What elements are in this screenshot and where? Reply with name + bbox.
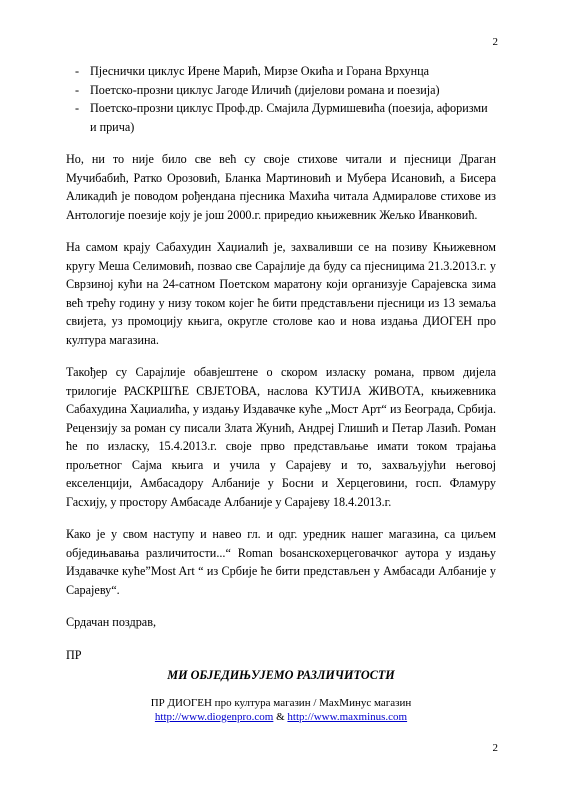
page-number-top: 2 (492, 36, 498, 48)
bullet-item: - Поетско-прозни циклус Проф.др. Смајила Дурмишевића (поезија, афоризми и прича) (66, 99, 496, 136)
paragraph-readers: Но, ни то није било све већ су своје стихове читали и пјесници Драган Мучибабић, Ратко Орозовић, Бланка Мартиновић и Мубера Исановић, а Бисера Аликадић је поводом рођендана пјесника Махића читала Адмиралове стихове из Антологије поезије коју је још 2000.г. приредио књижевник Жељко Иванковић. (66, 152, 496, 222)
paragraph-novel: Такођер су Сарајлије обавјештене о скором изласку романа, првом дијела трилогије РАСКРШЋЕ СВЈЕТОВА, наслова КУТИЈА ЖИВОТА, књижевника Сабахудина Хаџиалића, у издању Издавачке куће „Мост Арт“ из Београда, Србија. Рецензију за роман су писали Злата Жунић, Андреј Глишић и Петар Лазић. Роман ће по изласку, 15.4.2013.г. своје прво представљање имати током трајања прољетног Сајма књига и учила у Сарајеву и то, захваљујући његовој екселенцији, Амбасадору Албаније у Босни и Херцеговини, госп. Фламуру Гасхију, у простору Амбасаде Албаније у Сарајеву 18.4.2013.г. (66, 365, 496, 509)
diogen-link[interactable]: http://www.diogenpro.com (154, 710, 274, 723)
maxminus-link[interactable]: http://www.maxminus.com (287, 710, 408, 723)
document-body (66, 62, 496, 724)
signature: ПР (66, 647, 82, 662)
page-number-bottom: 2 (492, 742, 498, 754)
bullet-item: - Поетско-прозни циклус Јагоде Иличић (дијелови романа и поезија) (66, 81, 496, 100)
greeting: Срдачан поздрав, (66, 615, 157, 629)
link-separator: & (273, 710, 288, 723)
footer-links (66, 710, 496, 724)
footer (66, 696, 496, 724)
paragraph-marathon: На самом крају Сабахудин Хаџиалић је, захваливши се на позиву Књижевном кругу Меша Селимовић, позвао све Сарајлије да буду са пјесницима 21.3.2013.г. у Сврзиној кући на 24-сатном Поетском маратону који организује Сарајевска зима већ трећу годину у низу током којег ће бити представљени пјесници из 13 земаља свијета, уз промоцију књига, округле столове као и нова издања ДИОГЕН про култура магазина. (66, 240, 496, 347)
bullet-list (66, 62, 496, 136)
bullet-item: - Пјеснички циклус Ирене Марић, Мирзе Окића и Горана Врхунца (66, 62, 496, 81)
paragraph-editor: Како је у свом наступу и навео гл. и одг. уредник нашег магазина, са циљем обједињавања различитости...“ Roman bosанскохерцеговачког аутора у издању Издавачке куће”Most Art “ из Србије ће бити представљен у Амбасади Албаније у Сарајеву“. (66, 527, 496, 597)
footer-line: ПР ДИОГЕН про култура магазин / МахМинус магазин (150, 696, 412, 709)
slogan: МИ ОБЈЕДИЊУЈЕМО РАЗЛИЧИТОСТИ (167, 668, 395, 682)
